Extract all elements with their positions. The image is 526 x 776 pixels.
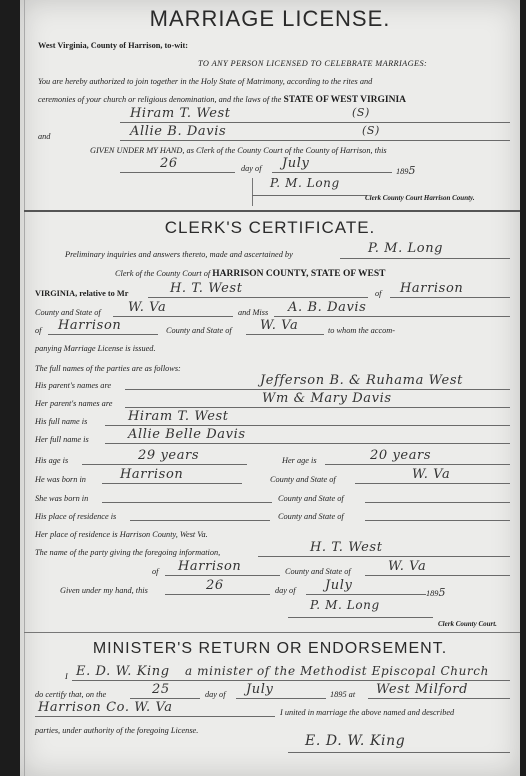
license-auth-2 xyxy=(38,95,406,105)
license-year xyxy=(396,164,416,177)
his-age: 29 years xyxy=(138,448,200,463)
auth-2-text: ceremonies of your church or religious denomination, and the laws of the xyxy=(38,95,282,104)
and-label: and xyxy=(38,132,51,141)
clerk-of-text: Clerk of the County Court of xyxy=(115,269,211,278)
minister-year: 1895 at xyxy=(330,690,356,699)
united-text: I united in marriage the above named and described xyxy=(280,708,455,717)
mr-name: H. T. West xyxy=(170,281,243,296)
license-month: July xyxy=(282,156,310,171)
day-of-2: day of xyxy=(275,586,296,595)
clerk-of-county: HARRISON COUNTY, STATE OF WEST xyxy=(212,269,386,279)
of-1: of xyxy=(375,289,382,298)
her-parents-label: Her parent's names are xyxy=(35,399,113,408)
his-parents-label: His parent's names are xyxy=(35,381,112,390)
he-born-label: He was born in xyxy=(35,475,86,484)
virginia-relative: VIRGINIA, relative to Mr xyxy=(35,289,129,298)
minister-day: 25 xyxy=(152,682,170,697)
his-full-name: Hiram T. West xyxy=(128,409,229,424)
license-title: MARRIAGE LICENSE. xyxy=(149,6,391,31)
informant: H. T. West xyxy=(310,540,383,555)
parties-text: parties, under authority of the foregoing License. xyxy=(35,726,199,735)
county-state-2: County and State of xyxy=(166,326,232,335)
day-2: 26 xyxy=(206,578,224,593)
state-3: W. Va xyxy=(388,559,427,574)
minister-month: July xyxy=(246,682,274,697)
his-res-label: His place of residence is xyxy=(35,512,117,521)
certificate-signature: P. M. Long xyxy=(310,598,380,612)
minister-title: MINISTER'S RETURN OR ENDORSEMENT. xyxy=(92,640,448,657)
name-party-line xyxy=(35,548,220,557)
given-under: GIVEN UNDER MY HAND, as Clerk of the County Court of the County of Harrison, this xyxy=(90,146,387,155)
name-party-text: The name of the party xyxy=(35,548,108,557)
auth-2-state: STATE OF WEST VIRGINIA xyxy=(283,95,407,105)
license-clerk-signature: P. M. Long xyxy=(270,176,340,190)
he-born-state: W. Va xyxy=(412,467,451,482)
county-state-3: County and State of xyxy=(285,567,351,576)
state-1: W. Va xyxy=(128,300,167,315)
groom-status: (S) xyxy=(352,106,370,119)
his-parents: Jefferson B. & Ruhama West xyxy=(260,373,463,388)
minister-name: E. D. W. King xyxy=(76,664,170,679)
of-1-value: Harrison xyxy=(400,281,464,296)
prelim-name: P. M. Long xyxy=(368,241,444,256)
whom-2: panying Marriage License is issued. xyxy=(35,344,156,353)
his-age-label: His age is xyxy=(35,456,69,465)
license-day-of: day of xyxy=(241,164,262,173)
of-3-value: Harrison xyxy=(178,559,242,574)
license-to-any: TO ANY PERSON LICENSED TO CELEBRATE MARRIAGES: xyxy=(198,59,428,68)
full-names-intro: The full names of the parties are as follows: xyxy=(35,364,181,373)
of-2-value: Harrison xyxy=(58,318,122,333)
do-certify: do certify that, on the xyxy=(35,690,107,699)
name-party-giving: giving the foregoing information, xyxy=(109,548,221,557)
miss-name: A. B. Davis xyxy=(288,300,367,315)
marriage-license-document xyxy=(20,0,520,776)
groom-name: Hiram T. West xyxy=(130,106,231,121)
her-parents: Wm & Mary Davis xyxy=(262,391,392,406)
clerk-of-line xyxy=(115,269,386,279)
he-born: Harrison xyxy=(120,467,184,482)
county-state-1: County and State of xyxy=(35,308,101,317)
his-res-cs: County and State of xyxy=(278,512,344,521)
his-full-label: His full name is xyxy=(35,417,88,426)
month-2: July xyxy=(325,578,353,593)
her-age-label: Her age is xyxy=(282,456,317,465)
year-prefix: 189 xyxy=(396,167,409,176)
her-age: 20 years xyxy=(370,448,432,463)
her-full-name: Allie Belle Davis xyxy=(128,427,246,442)
she-born-label: She was born in xyxy=(35,494,89,503)
minister-signature: E. D. W. King xyxy=(305,733,406,749)
of-3: of xyxy=(152,567,159,576)
given-hand-2: Given under my hand, this xyxy=(60,586,148,595)
certificate-clerk-title: Clerk County Court. xyxy=(438,620,497,628)
certificate-title: CLERK'S CERTIFICATE. xyxy=(164,218,376,237)
minister-day-of: day of xyxy=(205,690,226,699)
year-suffix: 5 xyxy=(408,164,417,177)
of-2: of xyxy=(35,326,42,335)
state-2: W. Va xyxy=(260,318,299,333)
year-2-suffix: 5 xyxy=(438,586,447,599)
whom-1: to whom the accom- xyxy=(328,326,396,335)
minister-place: West Milford xyxy=(376,682,469,697)
prelim-text: Preliminary inquiries and answers thereto, made and ascertained by xyxy=(65,250,293,259)
bride-status: (S) xyxy=(362,124,380,137)
and-miss: and Miss xyxy=(238,308,269,317)
year-2-prefix: 189 xyxy=(426,589,439,598)
year-2 xyxy=(426,586,446,599)
license-auth-1: You are hereby authorized to join together in the Holy State of Matrimony, according to the rites and xyxy=(38,77,373,86)
minister-i: I xyxy=(65,672,68,681)
minister-ministry: a minister of the Methodist Episcopal Church xyxy=(185,664,489,678)
her-full-label: Her full name is xyxy=(35,435,89,444)
license-day: 26 xyxy=(160,156,178,171)
minister-place-2: Harrison Co. W. Va xyxy=(38,700,173,715)
license-clerk-title: Clerk County Court Harrison County. xyxy=(365,194,475,202)
her-residence: Her place of residence is Harrison County, West Va. xyxy=(35,530,208,539)
license-state-line: West Virginia, County of Harrison, to-wit: xyxy=(38,41,189,50)
she-born-cs: County and State of xyxy=(278,494,344,503)
he-born-cs: County and State of xyxy=(270,475,336,484)
bride-name: Allie B. Davis xyxy=(130,124,227,139)
